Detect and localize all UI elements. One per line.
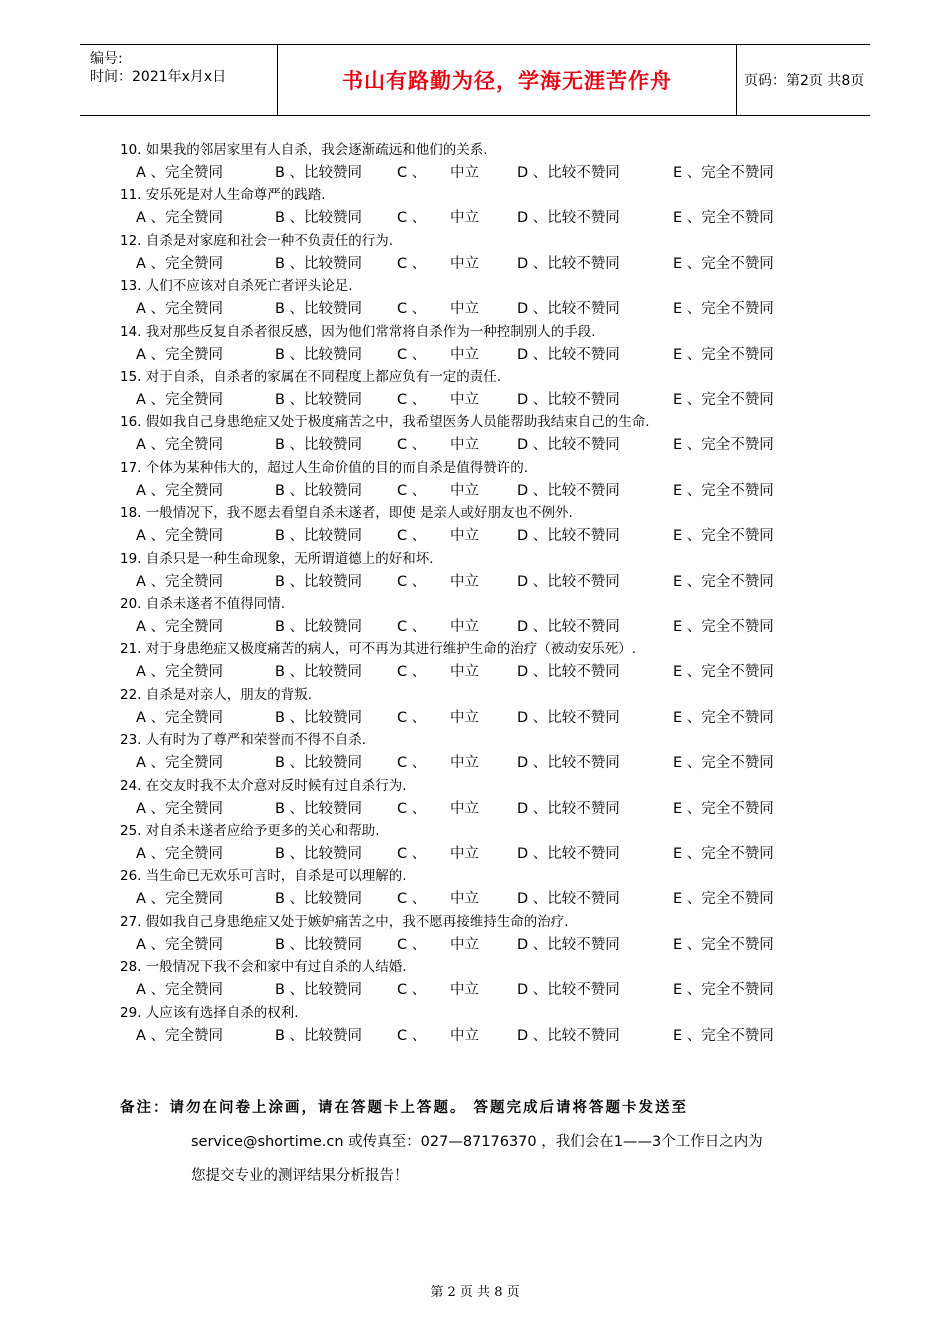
option-b: B 、比较赞同 [275,165,363,181]
option-e: E 、完全不赞同 [673,210,774,227]
option-c: C 、 [397,528,427,545]
option-a: A 、完全赞同 [136,846,224,862]
option-e: E 、完全不赞同 [673,255,774,272]
option-a: A 、完全赞同 [136,573,224,590]
option-c-label: 中立 [450,846,479,862]
option-d: D 、比较不赞同 [517,482,620,499]
option-c-label: 中立 [450,619,479,635]
option-c-label: 中立 [450,392,479,408]
option-c-label: 中立 [450,528,479,545]
option-a: A 、完全赞同 [136,800,224,817]
option-e: E 、完全不赞同 [673,392,774,408]
option-c-label: 中立 [450,482,479,499]
question-text: 15. 对于自杀，自杀者的家属在不同程度上都应负有一定的责任. [120,369,502,385]
question-text: 13. 人们不应该对自杀死亡者评头论足. [120,278,353,295]
option-c: C 、 [397,619,427,635]
option-c-label: 中立 [450,255,479,272]
option-d: D 、比较不赞同 [517,528,620,545]
option-e: E 、完全不赞同 [673,982,774,999]
option-a: A 、完全赞同 [136,255,224,272]
option-c: C 、 [397,482,427,499]
note-line-1: 备注：请勿在问卷上涂画，请在答题卡上答题。 答题完成后请将答题卡发送至 [120,1100,689,1116]
option-c-label: 中立 [450,1027,479,1044]
option-b: B 、比较赞同 [275,755,363,772]
option-c: C 、 [397,800,427,817]
option-b: B 、比较赞同 [275,709,363,726]
document-header [80,44,870,116]
option-a: A 、完全赞同 [136,482,224,499]
option-b: B 、比较赞同 [275,301,363,318]
option-d: D 、比较不赞同 [517,709,620,726]
question-text: 22. 自杀是对亲人，朋友的背叛. [120,686,313,703]
option-c: C 、 [397,846,427,862]
note-line-3: 您提交专业的测评结果分析报告！ [191,1168,409,1184]
option-a: A 、完全赞同 [136,982,224,999]
question-text: 29. 人应该有选择自杀的权利. [120,1004,299,1021]
option-b: B 、比较赞同 [275,1027,363,1044]
question-text: 21. 对于身患绝症又极度痛苦的病人，可不再为其进行维护生命的治疗（被动安乐死）. [120,641,637,658]
option-b: B 、比较赞同 [275,210,363,227]
option-e: E 、完全不赞同 [673,573,774,590]
option-a: A 、完全赞同 [136,437,224,454]
option-c-label: 中立 [450,709,479,726]
option-e: E 、完全不赞同 [673,165,774,181]
option-e: E 、完全不赞同 [673,437,774,454]
option-b: B 、比较赞同 [275,982,363,999]
option-e: E 、完全不赞同 [673,619,774,635]
option-c-label: 中立 [450,664,479,681]
option-c: C 、 [397,1027,427,1044]
option-e: E 、完全不赞同 [673,1027,774,1044]
option-c-label: 中立 [450,301,479,318]
option-c-label: 中立 [450,982,479,999]
option-b: B 、比较赞同 [275,437,363,454]
option-c-label: 中立 [450,800,479,817]
option-d: D 、比较不赞同 [517,573,620,590]
option-a: A 、完全赞同 [136,664,224,681]
option-e: E 、完全不赞同 [673,891,774,908]
option-d: D 、比较不赞同 [517,1027,620,1044]
option-a: A 、完全赞同 [136,891,224,908]
question-text: 20. 自杀未遂者不值得同情. [120,596,286,612]
option-a: A 、完全赞同 [136,619,224,635]
option-b: B 、比较赞同 [275,482,363,499]
option-d: D 、比较不赞同 [517,982,620,999]
option-d: D 、比较不赞同 [517,346,620,363]
question-text: 28. 一般情况下我不会和家中有过自杀的人结婚. [120,959,407,976]
option-c-label: 中立 [450,210,479,227]
option-a: A 、完全赞同 [136,709,224,726]
question-text: 11. 安乐死是对人生命尊严的践踏. [120,187,326,204]
option-c: C 、 [397,437,427,454]
option-c: C 、 [397,664,427,681]
header-motto-cell [277,45,737,115]
option-d: D 、比较不赞同 [517,165,620,181]
option-d: D 、比较不赞同 [517,936,620,953]
option-e: E 、完全不赞同 [673,846,774,862]
option-d: D 、比较不赞同 [517,437,620,454]
header-page-cell [736,45,870,115]
option-c: C 、 [397,301,427,318]
option-a: A 、完全赞同 [136,528,224,545]
code-label: 编号: [90,51,123,67]
option-c: C 、 [397,255,427,272]
motto: 书山有路勤为径，学海无涯苦作舟 [342,69,672,93]
option-e: E 、完全不赞同 [673,301,774,318]
option-c-label: 中立 [450,891,479,908]
option-e: E 、完全不赞同 [673,800,774,817]
option-c-label: 中立 [450,437,479,454]
option-c: C 、 [397,165,427,181]
question-text: 26. 当生命已无欢乐可言时，自杀是可以理解的. [120,868,407,885]
option-b: B 、比较赞同 [275,528,363,545]
option-b: B 、比较赞同 [275,846,363,862]
option-a: A 、完全赞同 [136,301,224,318]
option-b: B 、比较赞同 [275,255,363,272]
option-d: D 、比较不赞同 [517,755,620,772]
question-text: 23. 人有时为了尊严和荣誉而不得不自杀. [120,732,367,749]
option-b: B 、比较赞同 [275,346,363,363]
option-d: D 、比较不赞同 [517,255,620,272]
option-c-label: 中立 [450,346,479,363]
page-number-label: 页码：第2页 共8页 [744,73,865,89]
option-e: E 、完全不赞同 [673,664,774,681]
option-d: D 、比较不赞同 [517,800,620,817]
option-d: D 、比较不赞同 [517,210,620,227]
page-footer: 第 2 页 共 8 页 [430,1285,520,1300]
option-b: B 、比较赞同 [275,619,363,635]
question-text: 10. 如果我的邻居家里有人自杀，我会逐渐疏远和他们的关系. [120,142,488,158]
option-d: D 、比较不赞同 [517,664,620,681]
option-e: E 、完全不赞同 [673,936,774,953]
option-a: A 、完全赞同 [136,210,224,227]
option-b: B 、比较赞同 [275,891,363,908]
option-c: C 、 [397,936,427,953]
option-c: C 、 [397,210,427,227]
option-c: C 、 [397,709,427,726]
option-d: D 、比较不赞同 [517,301,620,318]
option-a: A 、完全赞同 [136,1027,224,1044]
option-a: A 、完全赞同 [136,936,224,953]
option-d: D 、比较不赞同 [517,846,620,862]
question-text: 14. 我对那些反复自杀者很反感，因为他们常常将自杀作为一种控制别人的手段. [120,323,596,340]
option-c-label: 中立 [450,755,479,772]
option-e: E 、完全不赞同 [673,346,774,363]
option-c-label: 中立 [450,936,479,953]
question-text: 24. 在交友时我不太介意对反时候有过自杀行为. [120,777,407,794]
option-a: A 、完全赞同 [136,346,224,363]
option-a: A 、完全赞同 [136,392,224,408]
option-c-label: 中立 [450,165,479,181]
option-c: C 、 [397,891,427,908]
question-text: 27. 假如我自己身患绝症又处于嫉妒痛苦之中，我不愿再接维持生命的治疗. [120,913,569,930]
option-e: E 、完全不赞同 [673,709,774,726]
time-label: 时间：2021年x月x日 [90,69,227,85]
option-e: E 、完全不赞同 [673,528,774,545]
option-c: C 、 [397,755,427,772]
option-d: D 、比较不赞同 [517,392,620,408]
option-c-label: 中立 [450,573,479,590]
question-text: 16. 假如我自己身患绝症又处于极度痛苦之中，我希望医务人员能帮助我结束自己的生命. [120,414,650,431]
option-d: D 、比较不赞同 [517,891,620,908]
option-c: C 、 [397,392,427,408]
option-a: A 、完全赞同 [136,755,224,772]
question-text: 18. 一般情况下，我不愿去看望自杀未遂者，即使 是亲人或好朋友也不例外. [120,505,573,522]
note-line-2: service@shortime.cn 或传真至：027—87176370 ，我们会在1——3个工作日之内为 [191,1134,763,1150]
option-b: B 、比较赞同 [275,573,363,590]
question-text: 19. 自杀只是一种生命现象，无所谓道德上的好和坏. [120,550,434,567]
question-text: 25. 对自杀未遂者应给予更多的关心和帮助. [120,823,380,839]
option-c: C 、 [397,573,427,590]
option-d: D 、比较不赞同 [517,619,620,635]
option-b: B 、比较赞同 [275,664,363,681]
option-b: B 、比较赞同 [275,936,363,953]
option-b: B 、比较赞同 [275,392,363,408]
option-c: C 、 [397,982,427,999]
option-a: A 、完全赞同 [136,165,224,181]
question-text: 17. 个体为某种伟大的，超过人生命价值的目的而自杀是值得赞许的. [120,459,529,476]
option-b: B 、比较赞同 [275,800,363,817]
option-e: E 、完全不赞同 [673,755,774,772]
question-text: 12. 自杀是对家庭和社会一种不负责任的行为. [120,232,394,249]
header-meta-cell [80,45,277,115]
option-e: E 、完全不赞同 [673,482,774,499]
option-c: C 、 [397,346,427,363]
